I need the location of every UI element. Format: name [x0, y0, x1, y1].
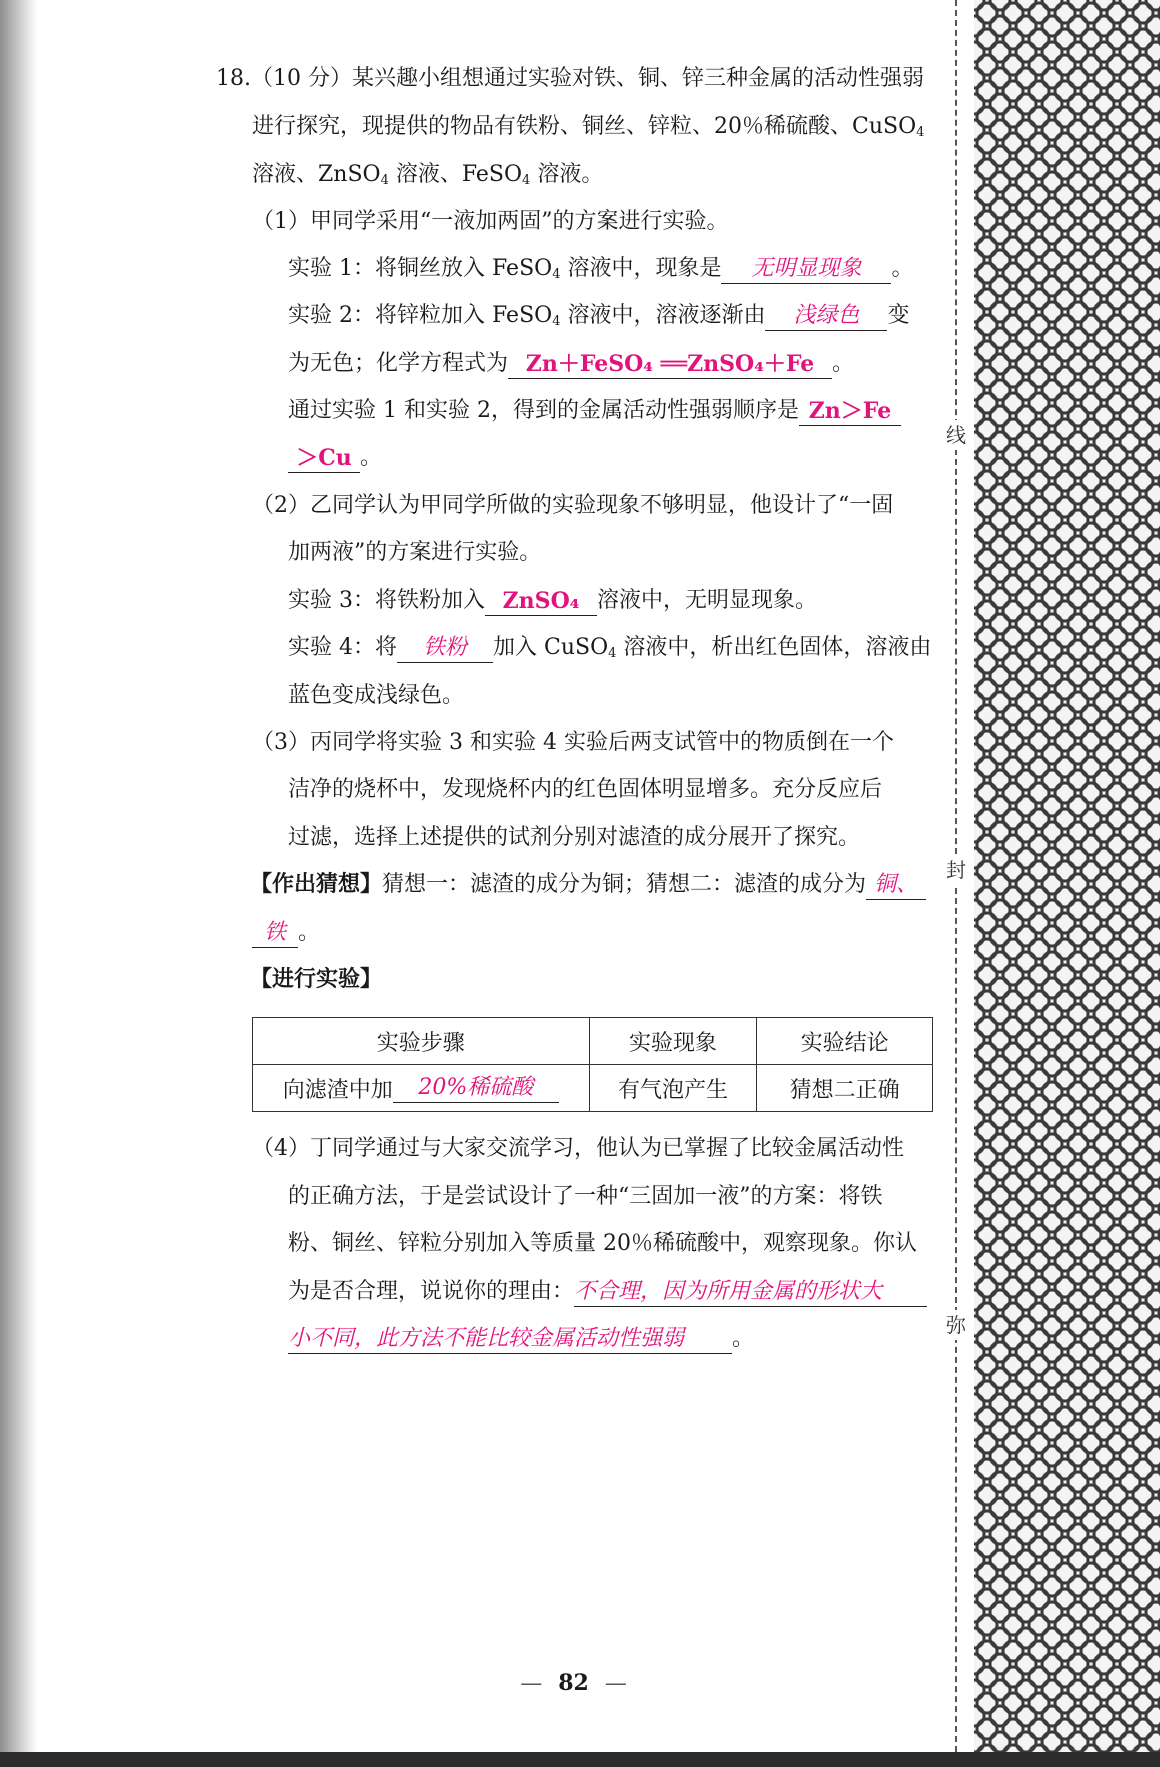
part1-experiment-2: 实验 2：将锌粒加入 FeSO$_4$ 溶液中，溶液逐渐由 浅绿色 变 — [288, 303, 910, 329]
answer-blank-hypothesis-2[interactable]: 铁 — [252, 918, 298, 948]
part1-order-line-2: ＞Cu 。 — [288, 443, 382, 473]
part3-line-1: （3）丙同学将实验 3 和实验 4 实验后两支试管中的物质倒在一个 — [252, 730, 894, 755]
answer-blank-order-1[interactable]: Zn＞Fe — [799, 396, 901, 426]
answer-blank-step[interactable]: 20%稀硫酸 — [393, 1073, 559, 1103]
part4-line-4: 为是否合理，说说你的理由：不合理，因为所用金属的形状大 — [288, 1277, 927, 1307]
answer-blank-reason-1[interactable]: 不合理，因为所用金属的形状大 — [574, 1277, 927, 1307]
part4-line-2: 的正确方法，于是尝试设计了一种“三固加一液”的方案：将铁 — [288, 1184, 883, 1209]
part1-experiment-1: 实验 1：将铜丝放入 FeSO$_4$ 溶液中，现象是 无明显现象 。 — [288, 256, 914, 282]
part4-line-3: 粉、铜丝、锌粒分别加入等质量 20％稀硫酸中，观察现象。你认 — [288, 1231, 917, 1256]
answer-blank-reason-2[interactable]: 小不同，此方法不能比较金属活动性强弱 — [288, 1324, 732, 1354]
part1-equation-line: 为无色；化学方程式为 Zn＋FeSO₄ ══ZnSO₄＋Fe 。 — [288, 351, 855, 377]
table-header-cell: 实验结论 — [757, 1018, 933, 1065]
part4-line-1: （4）丁同学通过与大家交流学习，他认为已掌握了比较金属活动性 — [252, 1136, 904, 1161]
table-cell-step: 向滤渣中加 20%稀硫酸 — [253, 1065, 590, 1112]
question-stem-line-1: 18.（10 分）某兴趣小组想通过实验对铁、铜、锌三种金属的活动性强弱 — [216, 66, 924, 91]
table-cell-conclusion: 猜想二正确 — [757, 1065, 933, 1112]
table-header-row — [253, 1018, 933, 1065]
part1-order-line: 通过实验 1 和实验 2，得到的金属活动性强弱顺序是 Zn＞Fe — [288, 396, 901, 426]
table-cell-phenomenon: 有气泡产生 — [589, 1065, 757, 1112]
part4-line-5: 小不同，此方法不能比较金属活动性强弱 。 — [288, 1324, 754, 1354]
part2-intro-1: （2）乙同学认为甲同学所做的实验现象不够明显，他设计了“一固 — [252, 493, 894, 518]
table-header-cell: 实验现象 — [589, 1018, 757, 1065]
decorative-margin-pattern — [974, 0, 1160, 1752]
answer-blank-equation[interactable]: Zn＋FeSO₄ ══ZnSO₄＋Fe — [508, 349, 832, 379]
bottom-bar — [0, 1752, 1160, 1767]
experiment-table — [252, 1017, 933, 1112]
part2-experiment-4-cont: 蓝色变成浅绿色。 — [288, 683, 465, 708]
question-stem-line-2: 进行探究，现提供的物品有铁粉、铜丝、锌粒、20％稀硫酸、CuSO$_4$ — [252, 114, 925, 140]
part2-intro-2: 加两液”的方案进行实验。 — [288, 540, 542, 565]
table-header-cell: 实验步骤 — [253, 1018, 590, 1065]
part2-experiment-4: 实验 4：将 铁粉 加入 CuSO$_4$ 溶液中，析出红色固体，溶液由 — [288, 635, 932, 661]
binding-mark-feng: 封 — [943, 855, 969, 885]
answer-blank-exp1[interactable]: 无明显现象 — [721, 254, 891, 284]
part3-line-2: 洁净的烧杯中，发现烧杯内的红色固体明显增多。充分反应后 — [288, 777, 883, 802]
answer-blank-exp4[interactable]: 铁粉 — [397, 633, 493, 663]
table-row — [253, 1065, 933, 1112]
question-stem-line-3: 溶液、ZnSO$_4$ 溶液、FeSO$_4$ 溶液。 — [252, 162, 604, 188]
hypothesis-line: 【作出猜想】猜想一：滤渣的成分为铜；猜想二：滤渣的成分为 铜、 — [250, 870, 926, 900]
answer-blank-exp2-color[interactable]: 浅绿色 — [765, 301, 887, 331]
binding-mark-mi: 弥 — [943, 1310, 969, 1340]
answer-blank-order-2[interactable]: ＞Cu — [288, 443, 360, 473]
part3-line-3: 过滤，选择上述提供的试剂分别对滤渣的成分展开了探究。 — [288, 825, 861, 850]
experiment-label: 【进行实验】 — [250, 967, 383, 992]
part2-experiment-3: 实验 3：将铁粉加入 ZnSO₄ 溶液中，无明显现象。 — [288, 588, 818, 614]
part1-intro: （1）甲同学采用“一液加两固”的方案进行实验。 — [252, 209, 729, 234]
binding-mark-xian: 线 — [943, 420, 969, 450]
answer-blank-exp3[interactable]: ZnSO₄ — [485, 586, 597, 616]
page-number: — 82 — — [520, 1670, 627, 1696]
answer-blank-hypothesis-1[interactable]: 铜、 — [866, 870, 926, 900]
hypothesis-label: 【作出猜想】 — [250, 872, 383, 897]
hypothesis-line-2: 铁 。 — [252, 918, 320, 948]
